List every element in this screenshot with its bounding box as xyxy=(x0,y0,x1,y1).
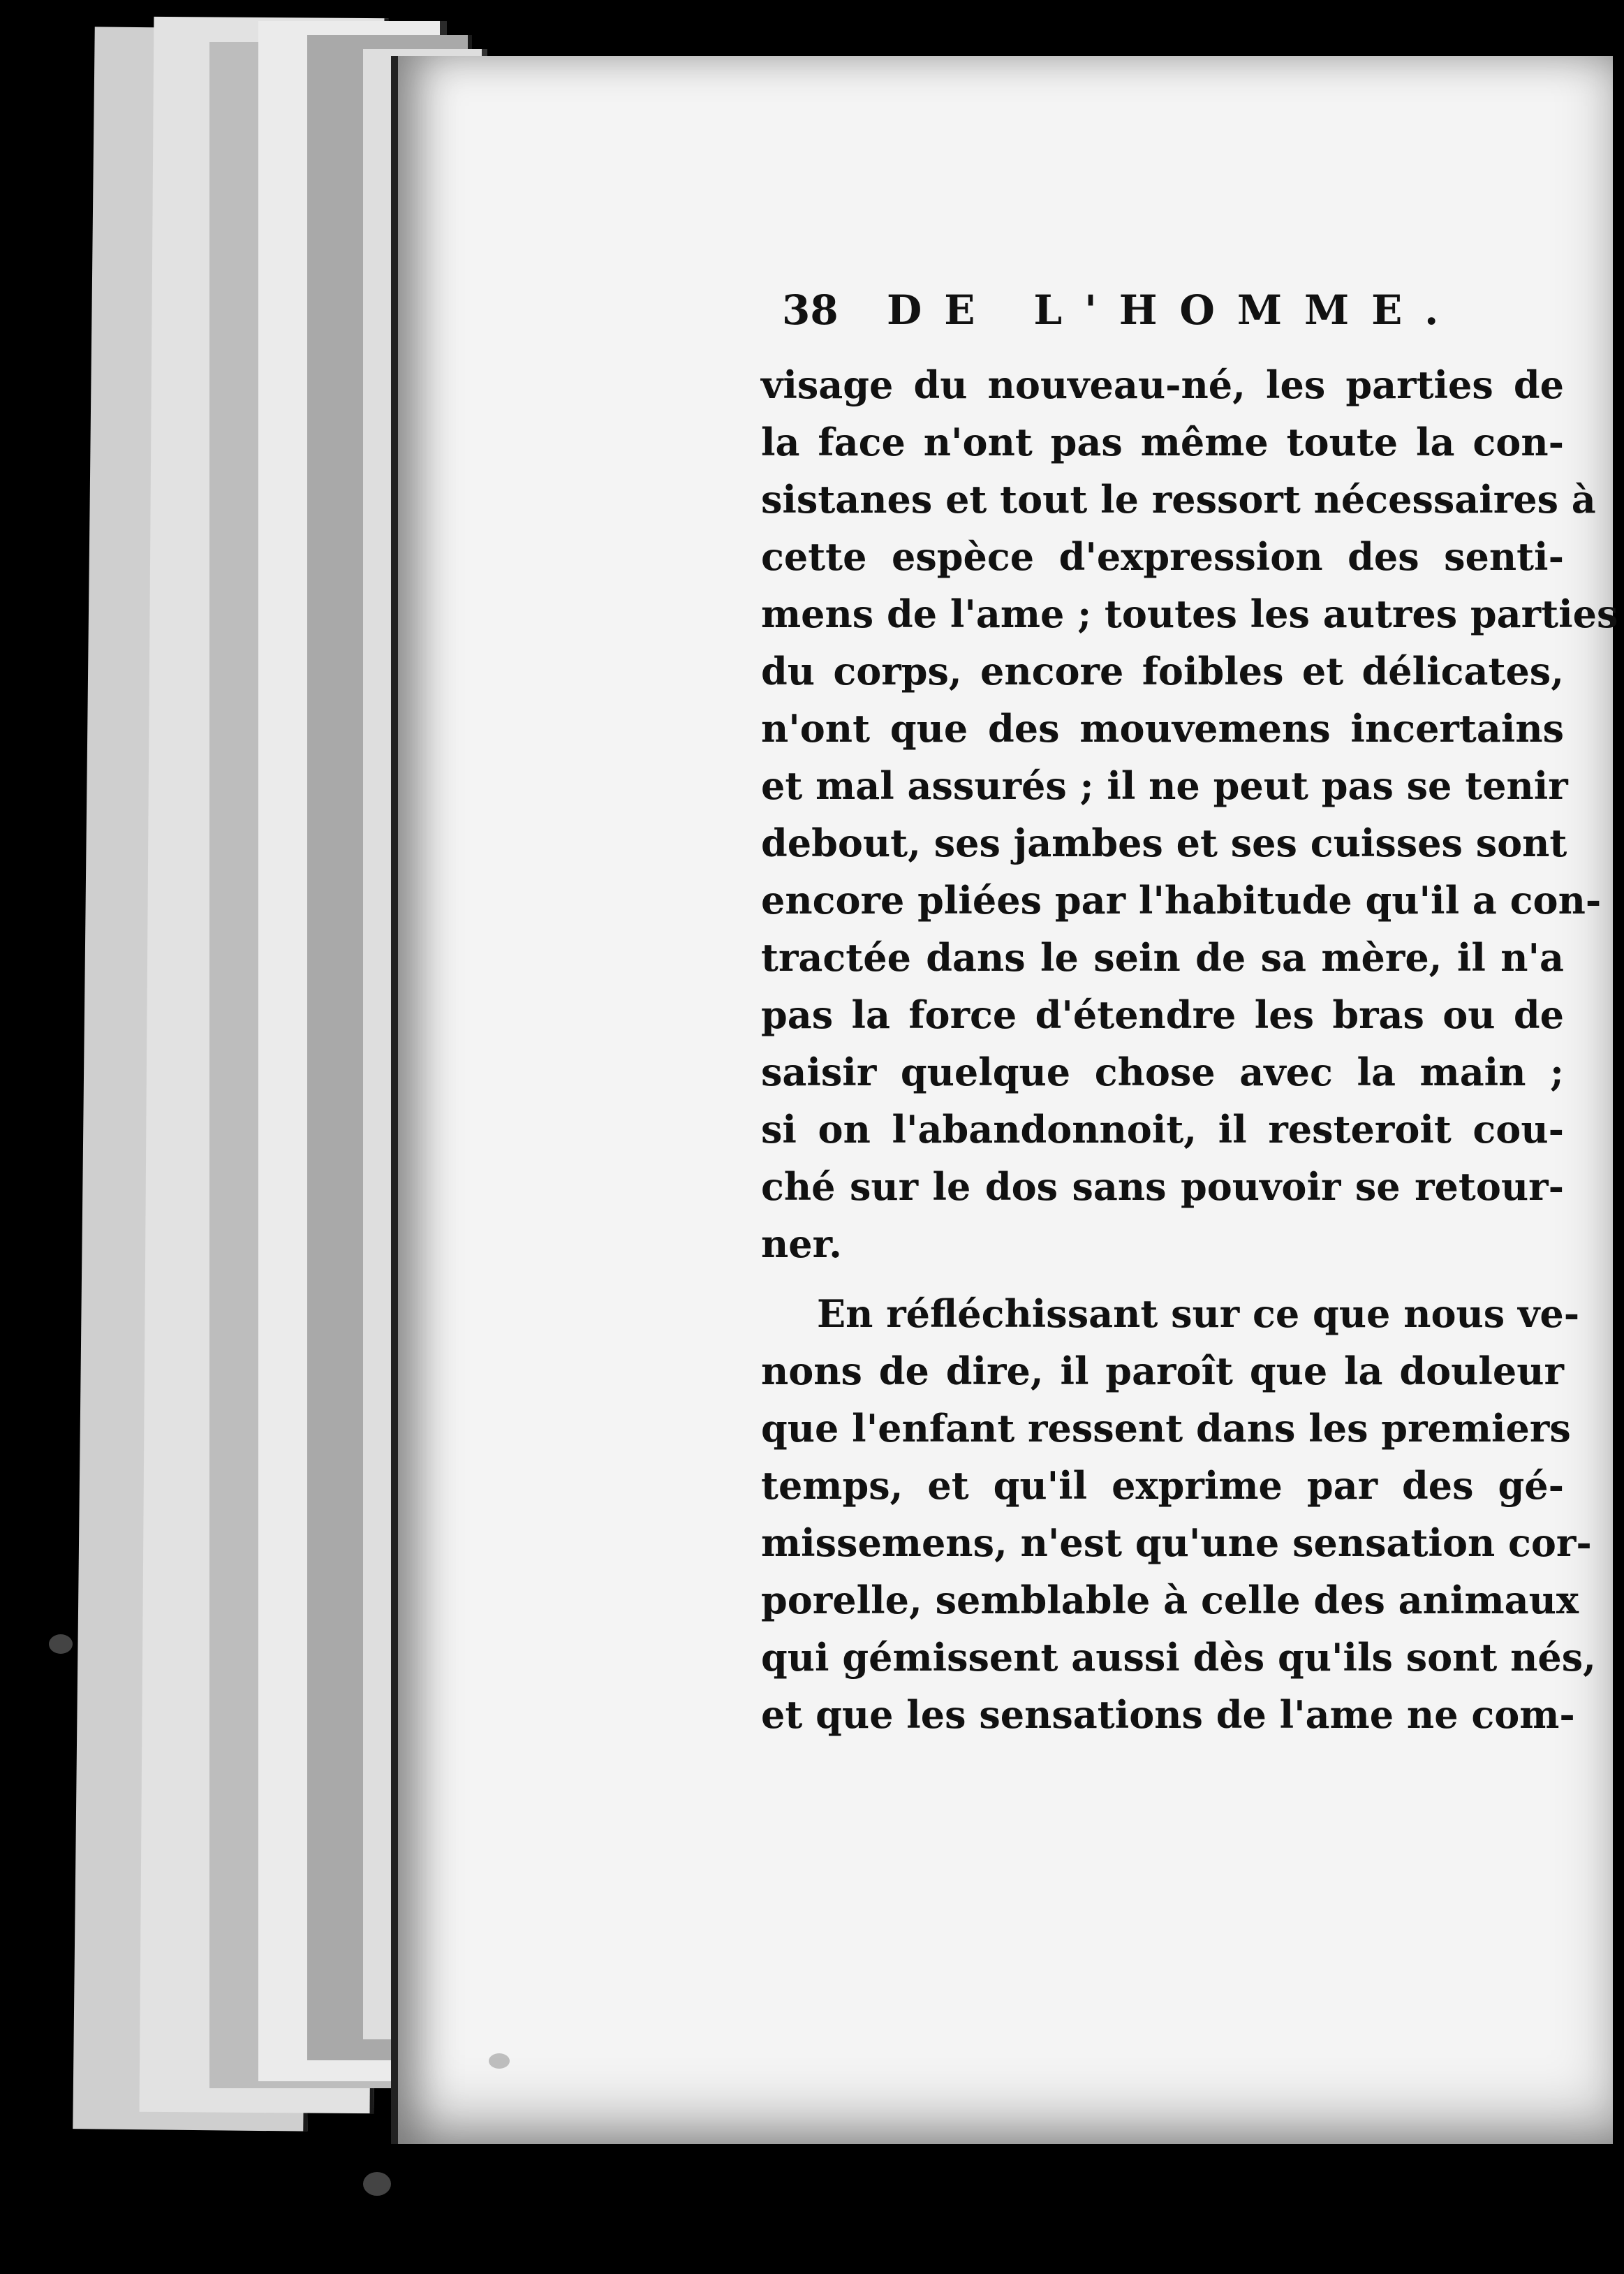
text-line: visage du nouveau-né, les parties de xyxy=(761,362,1564,407)
ink-smudge xyxy=(363,2172,391,2196)
text-line: temps, et qu'il exprime par des gé- xyxy=(761,1463,1564,1508)
text-line: pas la force d'étendre les bras ou de xyxy=(761,992,1564,1037)
text-line: sistanes et tout le ressort nécessaires à xyxy=(761,477,1596,522)
text-line: mens de l'ame ; toutes les autres parties xyxy=(761,592,1618,636)
page-number: 38 xyxy=(782,286,839,334)
text-line: porelle, semblable à celle des animaux xyxy=(761,1578,1579,1622)
text-line: n'ont que des mouvemens incertains xyxy=(761,706,1564,751)
paragraph-1 xyxy=(761,356,1618,1272)
running-head xyxy=(761,286,1564,349)
ink-smudge xyxy=(489,2053,510,2069)
text-line: encore pliées par l'habitude qu'il a con- xyxy=(761,878,1602,923)
running-title: DE L'HOMME. xyxy=(887,286,1461,334)
paragraph-2 xyxy=(761,1285,1596,1743)
text-line: saisir quelque chose avec la main ; xyxy=(761,1050,1564,1094)
text-line: nons de dire, il paroît que la douleur xyxy=(761,1349,1564,1393)
text-line: la face n'ont pas même toute la con- xyxy=(761,420,1564,464)
text-line: missemens, n'est qu'une sensation cor- xyxy=(761,1520,1592,1565)
text-line: et que les sensations de l'ame ne com- xyxy=(761,1692,1575,1737)
text-line: si on l'abandonnoit, il resteroit cou- xyxy=(761,1107,1564,1152)
text-line: tractée dans le sein de sa mère, il n'a xyxy=(761,935,1564,980)
paragraph-gap xyxy=(761,1272,1564,1285)
text-line: et mal assurés ; il ne peut pas se tenir xyxy=(761,763,1568,808)
text-line: du corps, encore foibles et délicates, xyxy=(761,649,1564,694)
text-line: cette espèce d'expression des senti- xyxy=(761,534,1564,579)
text-line: ché sur le dos sans pouvoir se retour- xyxy=(761,1164,1564,1209)
ink-smudge xyxy=(49,1634,73,1654)
text-line: que l'enfant ressent dans les premiers xyxy=(761,1406,1571,1451)
page-text xyxy=(761,286,1618,1743)
text-line: debout, ses jambes et ses cuisses sont xyxy=(761,821,1567,865)
text-line: ner. xyxy=(761,1222,842,1266)
text-line: En réfléchissant sur ce que nous ve- xyxy=(817,1291,1580,1336)
text-line: qui gémissent aussi dès qu'ils sont nés, xyxy=(761,1635,1596,1680)
